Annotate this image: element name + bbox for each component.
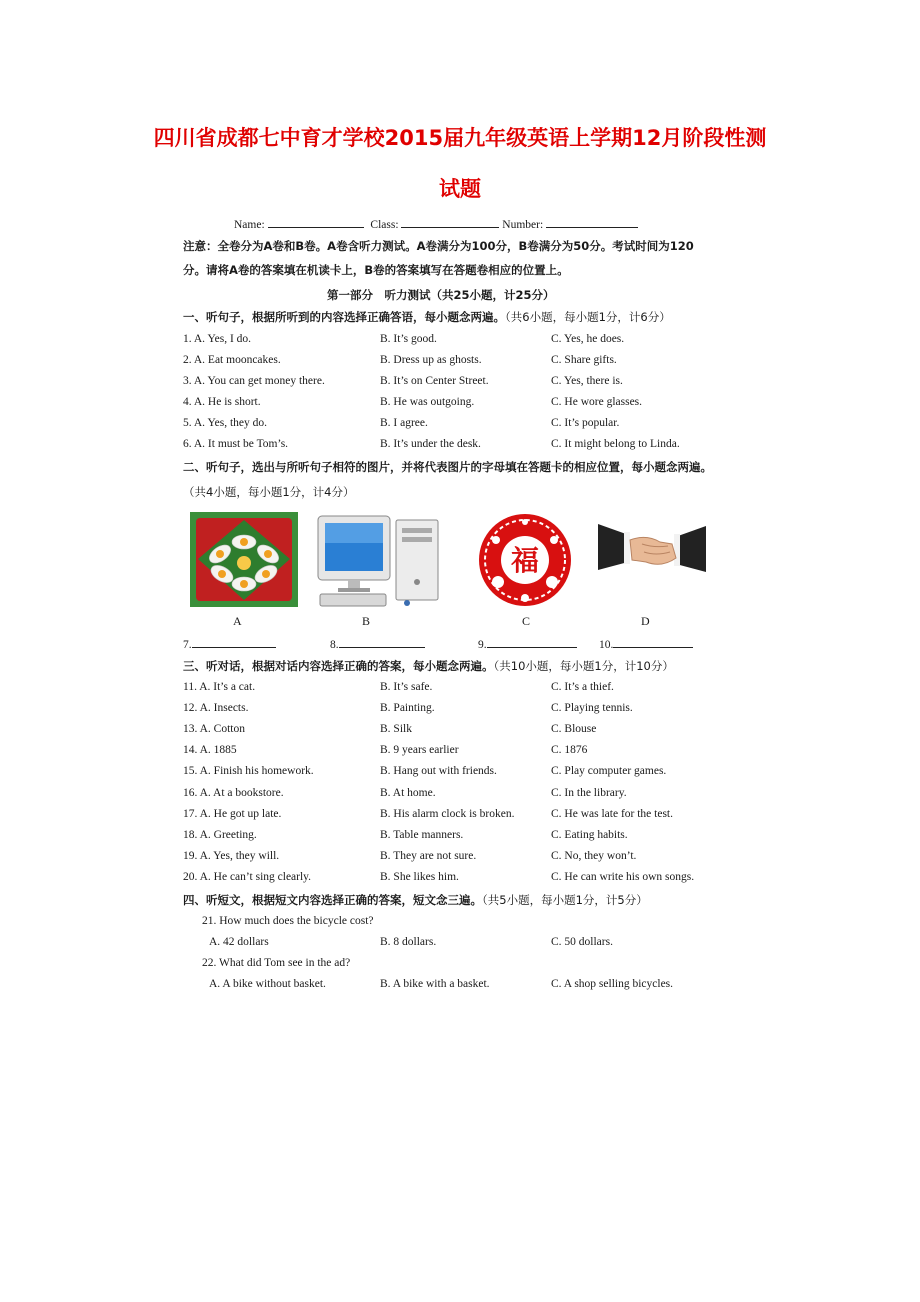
section-4-heading: [183, 892, 648, 908]
option-b: B. At home.: [380, 786, 436, 799]
name-field[interactable]: [268, 216, 364, 228]
picture-d-handshake: [598, 514, 706, 584]
page-title: 四川省成都七中育才学校2015届九年级英语上学期12月阶段性测: [153, 126, 767, 150]
number-field[interactable]: [546, 216, 638, 228]
info-row: [234, 216, 638, 231]
option-b: B. They are not sure.: [380, 849, 477, 862]
option-a: 5. A. Yes, they do.: [183, 417, 268, 429]
option-a: 20. A. He can’t sing clearly.: [183, 870, 312, 883]
section-3-note: （共10小题，每小题1分，计10分）: [493, 659, 674, 673]
option-b: B. Painting.: [380, 702, 435, 715]
option-b: B. She likes him.: [380, 870, 459, 883]
option-b: B. It’s on Center Street.: [380, 375, 489, 387]
question-text: 21. How much does the bicycle cost?: [202, 915, 374, 927]
page-title-continued: 试题: [439, 177, 481, 201]
option-b: B. His alarm clock is broken.: [380, 807, 515, 820]
picture-b-label: B: [362, 614, 371, 628]
computer-icon: [316, 512, 442, 609]
option-a: A. 42 dollars: [209, 936, 269, 948]
picture-c-paper-cut: [474, 512, 577, 609]
option-c: C. No, they won’t.: [551, 849, 637, 862]
section-4-note: （共5小题，每小题1分，计5分）: [482, 893, 648, 907]
option-b: B. He was outgoing.: [380, 396, 475, 408]
option-c: C. He can write his own songs.: [551, 870, 695, 883]
answer-blank-9[interactable]: 9.: [478, 636, 577, 651]
option-c: C. It might belong to Linda.: [551, 438, 680, 450]
picture-b-computer: [316, 512, 442, 609]
answer-blank-10[interactable]: 10.: [599, 636, 693, 651]
option-c: C. 50 dollars.: [551, 936, 613, 948]
part-one-heading: 第一部分 听力测试（共25小题，计25分）: [327, 288, 555, 302]
option-b: B. Hang out with friends.: [380, 765, 497, 778]
class-field[interactable]: [401, 216, 499, 228]
picture-c-label: C: [522, 614, 531, 628]
option-c: C. Yes, he does.: [551, 333, 625, 345]
option-c: C. Playing tennis.: [551, 702, 633, 715]
notice-line-1: 注意：全卷分为A卷和B卷。A卷含听力测试。A卷满分为100分，B卷满分为50分。考试时间为120: [183, 239, 694, 253]
option-c: C. It’s popular.: [551, 417, 620, 429]
option-b: B. I agree.: [380, 417, 428, 429]
option-b: B. It’s good.: [380, 333, 437, 345]
option-c: C. He was late for the test.: [551, 807, 673, 820]
picture-a-label: A: [233, 614, 242, 628]
section-4-instruction: 四、听短文，根据短文内容选择正确的答案，短文念三遍。: [183, 893, 482, 907]
option-a: 3. A. You can get money there.: [183, 375, 325, 387]
class-label: Class:: [370, 219, 399, 231]
option-a: 15. A. Finish his homework.: [183, 765, 314, 778]
section-1-heading: [183, 309, 671, 325]
picture-a-eggs: [190, 512, 298, 607]
option-a: 14. A. 1885: [183, 744, 237, 757]
option-a: 6. A. It must be Tom’s.: [183, 438, 289, 450]
option-a: 16. A. At a bookstore.: [183, 786, 284, 799]
option-a: 1. A. Yes, I do.: [183, 333, 252, 345]
notice-line-2: 分。请将A卷的答案填在机读卡上，B卷的答案填写在答题卷相应的位置上。: [183, 263, 569, 277]
option-c: C. Play computer games.: [551, 765, 667, 778]
option-b: B. 9 years earlier: [380, 744, 459, 757]
option-a: 4. A. He is short.: [183, 396, 261, 408]
option-c: C. He wore glasses.: [551, 396, 643, 408]
answer-blank-7[interactable]: 7.: [183, 636, 276, 651]
option-a: 17. A. He got up late.: [183, 807, 282, 820]
option-a: 18. A. Greeting.: [183, 828, 257, 841]
option-c: C. Share gifts.: [551, 354, 617, 366]
section-1-note: （共6小题，每小题1分，计6分）: [505, 310, 671, 324]
option-a: 2. A. Eat mooncakes.: [183, 354, 281, 366]
option-a: 19. A. Yes, they will.: [183, 849, 280, 862]
handshake-icon: [598, 514, 706, 584]
option-c: C. Eating habits.: [551, 828, 628, 841]
option-b: B. Silk: [380, 723, 412, 736]
option-b: B. It’s safe.: [380, 681, 433, 693]
section-2-instruction: 二、听句子，选出与所听句子相符的图片，并将代表图片的字母填在答题卡的相应位置，每小题念两遍。: [183, 460, 712, 474]
paper-cut-fu-icon: [474, 512, 577, 609]
number-label: Number:: [502, 219, 544, 231]
eggs-icon: [190, 512, 298, 607]
option-b: B. A bike with a basket.: [380, 978, 490, 990]
question-text: 22. What did Tom see in the ad?: [202, 957, 351, 969]
picture-d-label: D: [641, 614, 650, 628]
option-a: 11. A. It’s a cat.: [183, 681, 256, 693]
section-2-note: （共4小题，每小题1分，计4分）: [183, 485, 355, 499]
option-c: C. It’s a thief.: [551, 681, 614, 693]
fu-character: 福: [510, 544, 540, 577]
option-c: C. Yes, there is.: [551, 375, 623, 387]
option-c: C. In the library.: [551, 786, 627, 799]
option-b: B. Dress up as ghosts.: [380, 354, 482, 366]
option-c: C. A shop selling bicycles.: [551, 978, 674, 990]
option-b: B. Table manners.: [380, 828, 464, 841]
option-b: B. 8 dollars.: [380, 936, 437, 948]
option-c: C. Blouse: [551, 723, 597, 736]
option-b: B. It’s under the desk.: [380, 438, 481, 450]
option-a: 13. A. Cotton: [183, 723, 245, 736]
name-label: Name:: [234, 219, 265, 231]
section-3-instruction: 三、听对话，根据对话内容选择正确的答案，每小题念两遍。: [183, 659, 494, 673]
option-c: C. 1876: [551, 744, 588, 757]
option-a: 12. A. Insects.: [183, 702, 249, 715]
section-1-instruction: 一、听句子，根据所听到的内容选择正确答语，每小题念两遍。: [183, 310, 505, 324]
option-a: A. A bike without basket.: [209, 978, 326, 990]
answer-blank-8[interactable]: 8.: [330, 636, 425, 651]
section-3-heading: [183, 658, 674, 674]
